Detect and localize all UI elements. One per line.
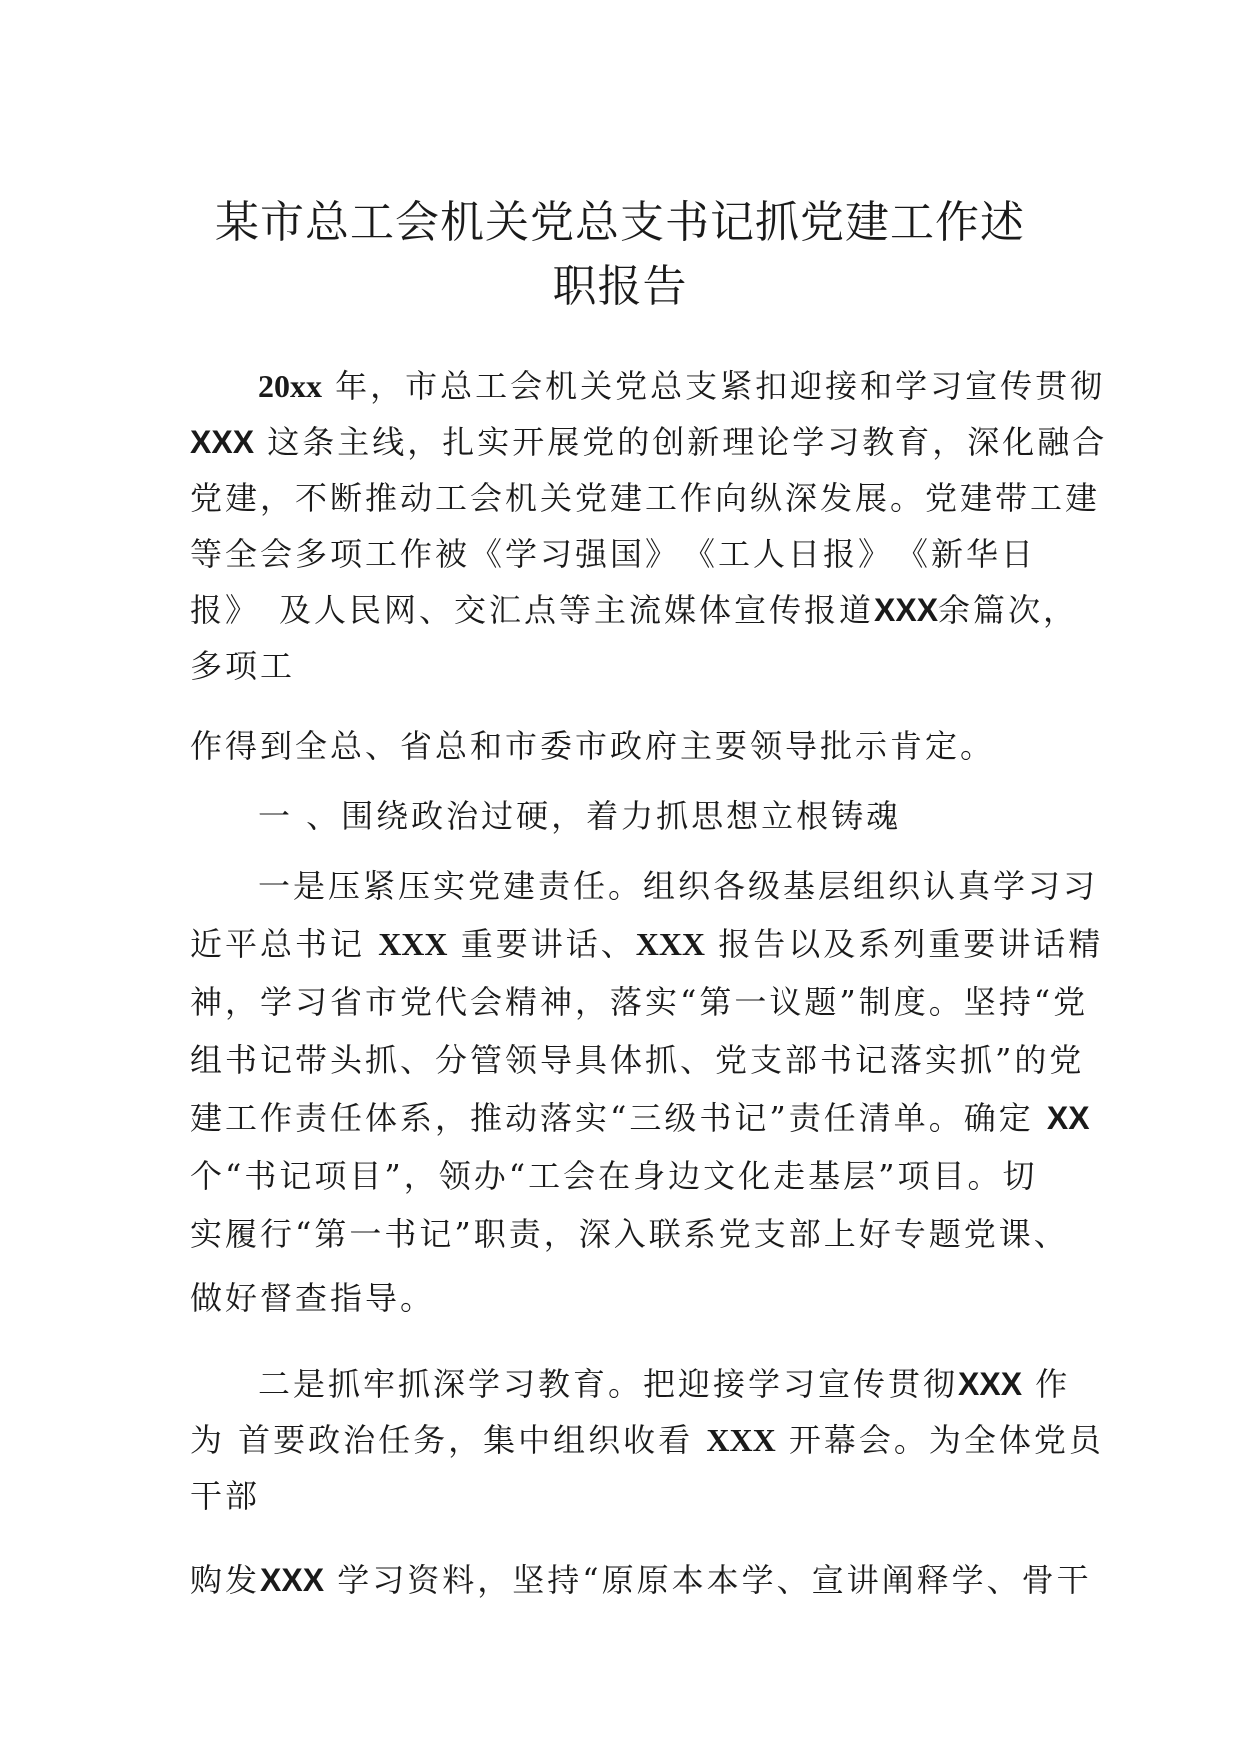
document-title-line-2: 职报告 [552,261,688,312]
paragraph-2-line-1: 一是压紧压实党建责任。组织各级基层组织认真学习习 [258,867,1099,905]
paragraph-3-line-1: 二是抓牢抓深学习教育。把迎接学习宣传贯彻XXX 作 [258,1365,1071,1403]
paragraph-3-line-3: 干部 [190,1477,261,1515]
paragraph-3-line-4: 购发XXX 学习资料，坚持“原原本本学、宣讲阐释学、骨干 [190,1561,1092,1599]
section-1-heading: 一 、围绕政治过硬，着力抓思想立根铸魂 [258,797,902,835]
paragraph-2-line-3: 神，学习省市党代会精神，落实“第一议题”制度。坚持“党 [190,983,1089,1021]
paragraph-1-line-5: 报》 及人民网、交汇点等主流媒体宣传报道XXX余篇次， [190,591,1079,629]
paragraph-1-line-3: 党建，不断推动工会机关党建工作向纵深发展。党建带工建 [190,479,1101,517]
year-text: 20xx [258,368,322,404]
paragraph-1-line-4: 等全会多项工作被《学习强国》 《工人日报》 《新华日 [190,535,1037,573]
paragraph-2-line-2: 近平总书记 XXX 重要讲话、XXX 报告以及系列重要讲话精 [190,925,1104,963]
paragraph-2-line-7: 实履行“第一书记”职责，深入联系党支部上好专题党课、 [190,1215,1069,1253]
paragraph-2-line-5: 建工作责任体系，推动落实“三级书记”责任清单。确定 XX [190,1099,1090,1137]
document-title-line-1: 某市总工会机关党总支书记抓党建工作述 [215,197,1025,248]
paragraph-2-line-8: 做好督查指导。 [190,1279,436,1317]
paragraph-1-line-2: XXX 这条主线，扎实开展党的创新理论学习教育，深化融合 [190,423,1108,461]
paragraph-2-line-4: 组书记带头抓、分管领导具体抓、党支部书记落实抓”的党 [190,1041,1085,1079]
paragraph-1-line-1: 20xx 年，市总工会机关党总支紧扣迎接和学习宣传贯彻 [258,367,1106,405]
paragraph-1-line-6: 多项工 [190,647,296,685]
paragraph-3-line-2: 为 首要政治任务，集中组织收看 XXX 开幕会。为全体党员 [190,1421,1104,1459]
paragraph-2-line-6: 个“书记项目”，领办“工会在身边文化走基层”项目。切 [190,1157,1038,1195]
paragraph-1-line-7: 作得到全总、省总和市委市政府主要领导批示肯定。 [190,727,996,765]
